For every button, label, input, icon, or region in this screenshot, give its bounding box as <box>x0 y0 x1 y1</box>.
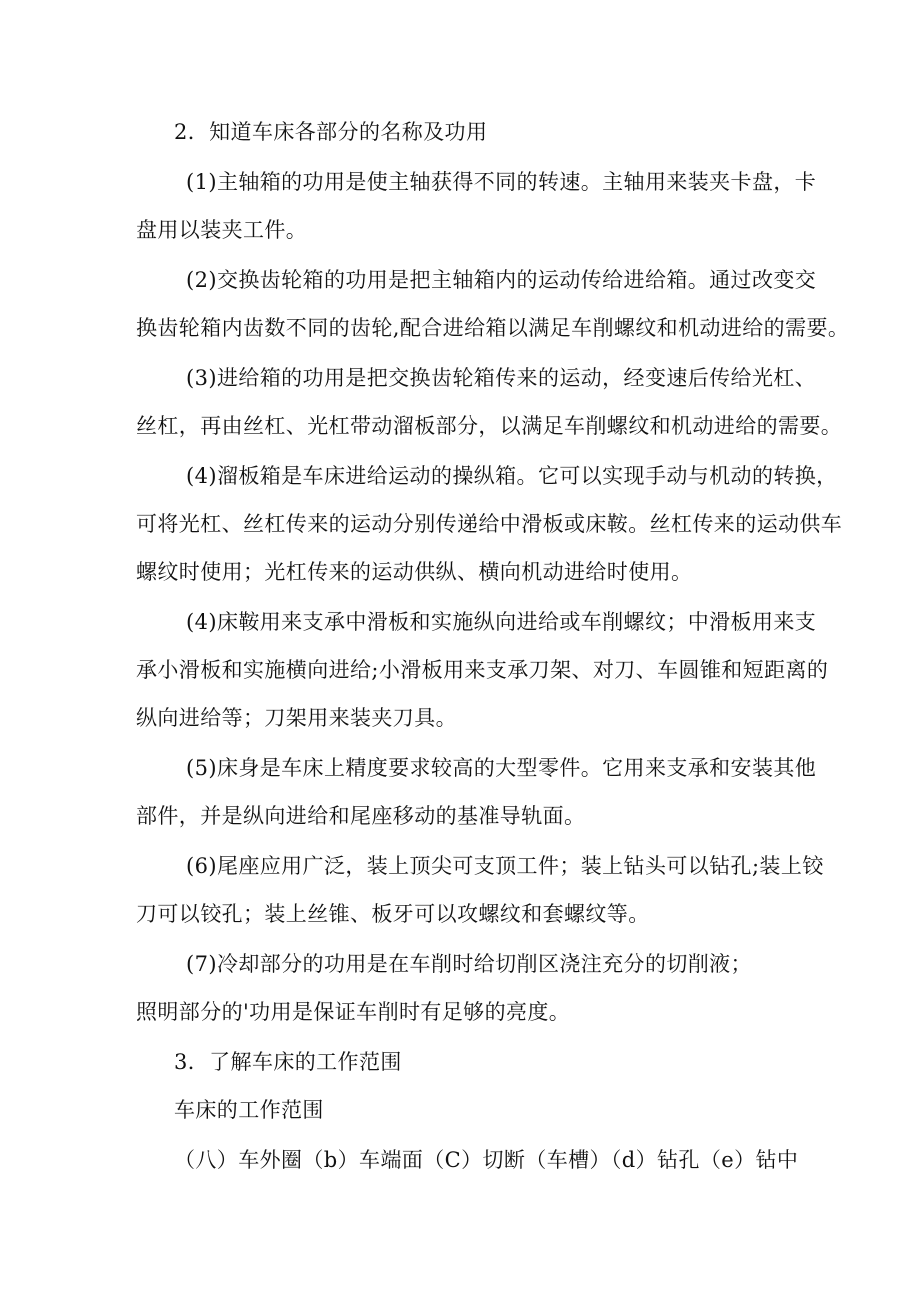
paragraph-8-line-1: (7)冷却部分的功用是在车削时给切削区浇注充分的切削液； <box>186 952 752 976</box>
paragraph-2-line-1: (2)交换齿轮箱的功用是把主轴箱内的运动传给进给箱。通过改变交 <box>186 268 817 292</box>
paragraph-7-line-2: 刀可以铰孔；装上丝锥、板牙可以攻螺纹和套螺纹等。 <box>136 902 650 926</box>
paragraph-4-line-1: (4)溜板箱是车床进给运动的操纵箱。它可以实现手动与机动的转换， <box>186 464 838 488</box>
paragraph-3-line-1: (3)进给箱的功用是把交换齿轮箱传来的运动，经变速后传给光杠、 <box>186 366 817 390</box>
paragraph-5-line-2: 承小滑板和实施横向进给;小滑板用来支承刀架、对刀、车圆锥和短距离的 <box>136 658 829 682</box>
paragraph-7-line-1: (6)尾座应用广泛，装上顶尖可支顶工件；装上钻头可以钻孔;装上铰 <box>186 854 824 878</box>
paragraph-1-line-2: 盘用以装夹工件。 <box>136 218 308 242</box>
subheading: 车床的工作范围 <box>174 1098 324 1122</box>
paragraph-5-line-3: 纵向进给等；刀架用来装夹刀具。 <box>136 706 457 730</box>
work-range-list-line: （八）车外圈（b）车端面（C）切断（车槽）（d）钻孔（e）钻中 <box>174 1148 799 1172</box>
paragraph-1-line-1: (1)主轴箱的功用是使主轴获得不同的转速。主轴用来装夹卡盘，卡 <box>186 170 817 194</box>
paragraph-4-line-2: 可将光杠、丝杠传来的运动分别传递给中滑板或床鞍。丝杠传来的运动供车 <box>136 512 843 536</box>
paragraph-6-line-2: 部件，并是纵向进给和尾座移动的基准导轨面。 <box>136 804 586 828</box>
section-heading-2: 2．知道车床各部分的名称及功用 <box>174 120 488 144</box>
paragraph-6-line-1: (5)床身是车床上精度要求较高的大型零件。它用来支承和安装其他 <box>186 756 817 780</box>
paragraph-4-line-3: 螺纹时使用；光杠传来的运动供纵、横向机动进给时使用。 <box>136 560 693 584</box>
paragraph-5-line-1: (4)床鞍用来支承中滑板和实施纵向进给或车削螺纹；中滑板用来支 <box>186 610 817 634</box>
paragraph-8-line-2: 照明部分的'功用是保证车削时有足够的亮度。 <box>136 1000 571 1024</box>
section-heading-3: 3．了解车床的工作范围 <box>174 1050 402 1074</box>
paragraph-2-line-2: 换齿轮箱内齿数不同的齿轮,配合进给箱以满足车削螺纹和机动进给的需要。 <box>136 316 850 340</box>
paragraph-3-line-2: 丝杠，再由丝杠、光杠带动溜板部分，以满足车削螺纹和机动进给的需要。 <box>136 414 843 438</box>
